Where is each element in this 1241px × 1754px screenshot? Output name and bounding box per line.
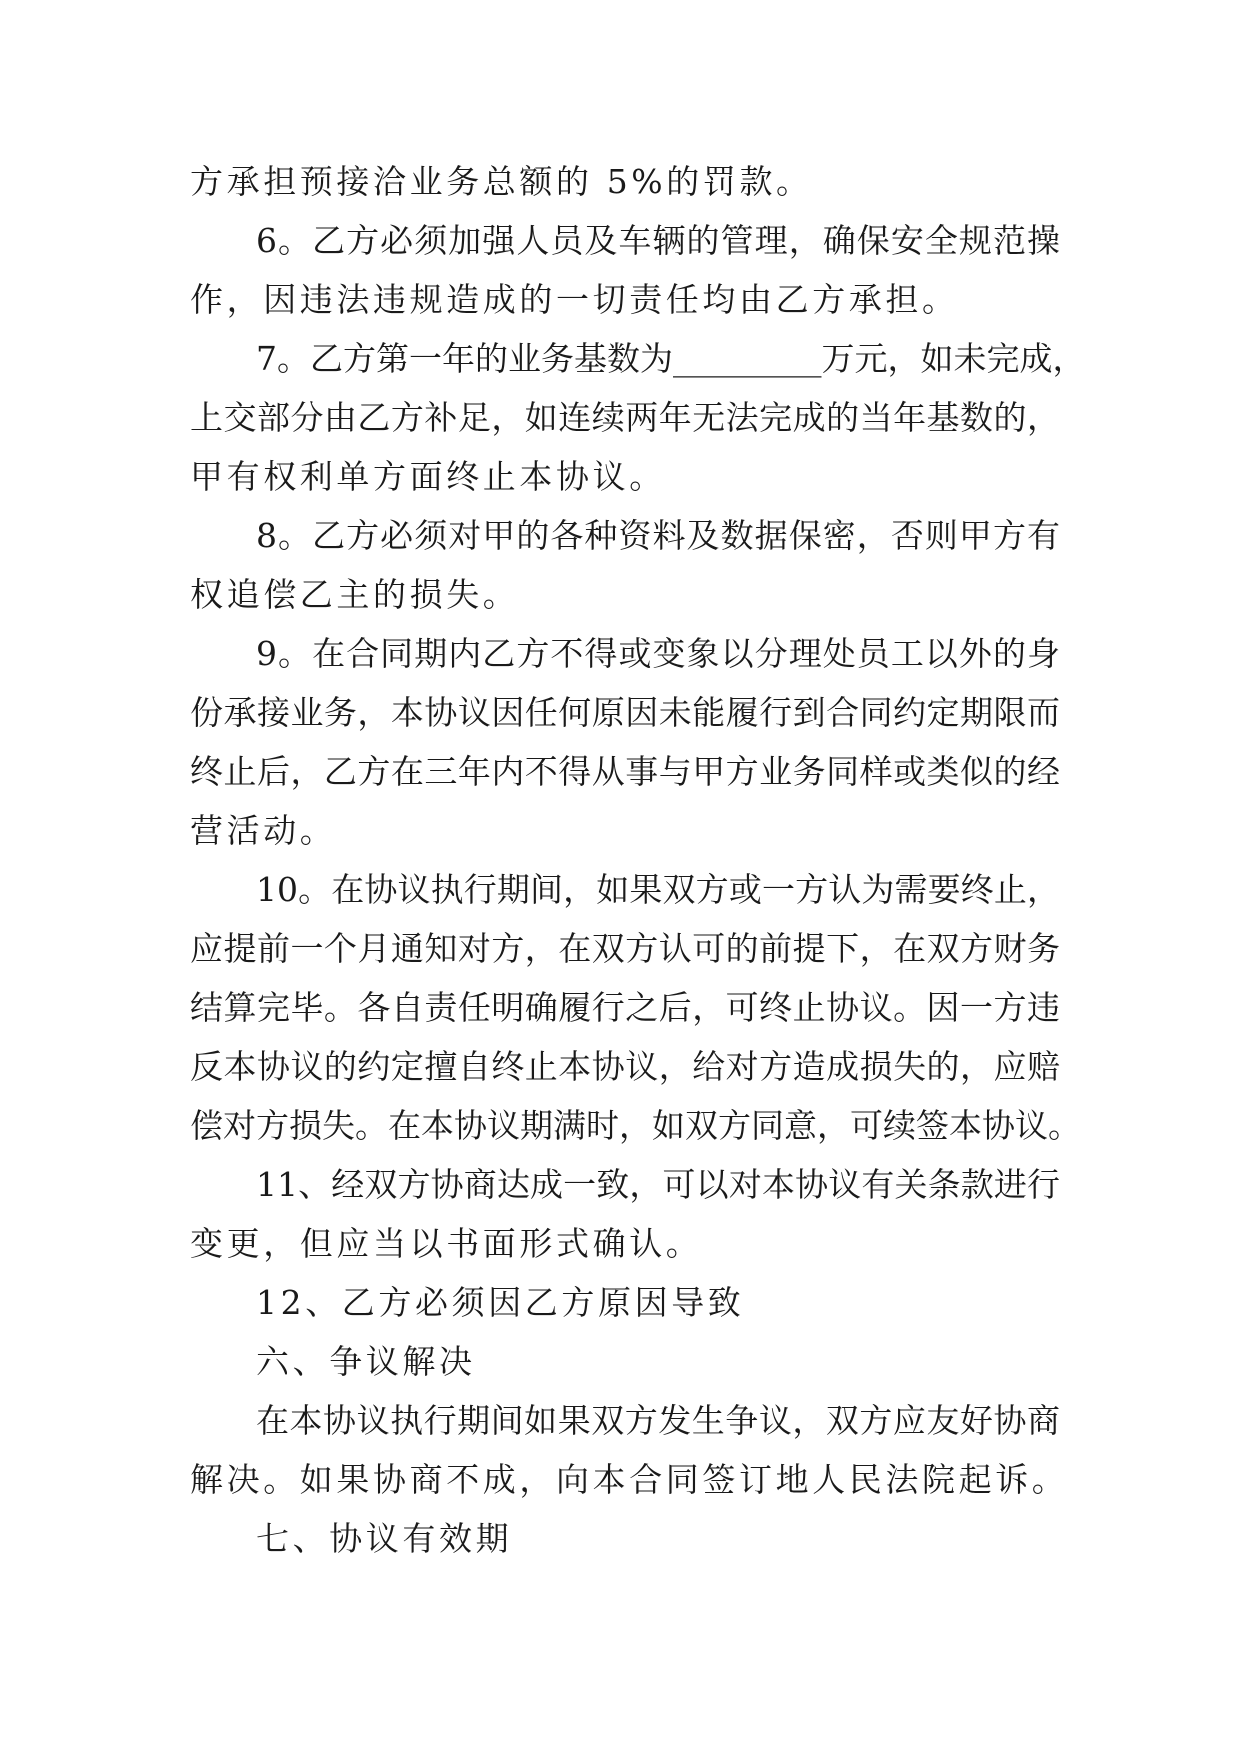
text-line: 9。在合同期内乙方不得或变象以分理处员工以外的身 (256, 634, 1060, 673)
text-line: 终止后，乙方在三年内不得从事与甲方业务同样或类似的经 (190, 752, 1060, 791)
section-heading: 六、争议解决 (256, 1342, 476, 1381)
text-line: 偿对方损失。在本协议期满时，如双方同意，可续签本协议。 (190, 1106, 1081, 1145)
text-line: 12、乙方必须因乙方原因导致 (256, 1283, 745, 1322)
text-line: 方承担预接洽业务总额的 5%的罚款。 (190, 162, 813, 201)
text-line: 权追偿乙主的损失。 (190, 575, 520, 614)
text-line: 7。乙方第一年的业务基数为_________万元，如未完成， (256, 339, 1086, 378)
text-line: 在本协议执行期间如果双方发生争议，双方应友好协商 (256, 1401, 1060, 1440)
text-line: 8。乙方必须对甲的各种资料及数据保密，否则甲方有 (256, 516, 1060, 555)
text-line: 10。在协议执行期间，如果双方或一方认为需要终止， (256, 870, 1060, 909)
text-line: 11、经双方协商达成一致，可以对本协议有关条款进行 (256, 1165, 1060, 1204)
text-line: 变更，但应当以书面形式确认。 (190, 1224, 703, 1263)
text-line: 应提前一个月通知对方，在双方认可的前提下，在双方财务 (190, 929, 1060, 968)
text-line: 份承接业务，本协议因任何原因未能履行到合同约定期限而 (190, 693, 1060, 732)
text-line: 反本协议的约定擅自终止本协议，给对方造成损失的，应赔 (190, 1047, 1060, 1086)
text-line: 营活动。 (190, 811, 337, 850)
text-line: 作，因违法违规造成的一切责任均由乙方承担。 (190, 280, 959, 319)
text-line: 结算完毕。各自责任明确履行之后，可终止协议。因一方违 (190, 988, 1060, 1027)
text-line: 上交部分由乙方补足，如连续两年无法完成的当年基数的， (190, 398, 1060, 437)
contract-body-text (190, 152, 1086, 1568)
text-line: 甲有权利单方面终止本协议。 (190, 457, 666, 496)
text-line: 解决。如果协商不成，向本合同签订地人民法院起诉。 (190, 1460, 1069, 1499)
text-line: 6。乙方必须加强人员及车辆的管理，确保安全规范操 (256, 221, 1060, 260)
section-heading: 七、协议有效期 (256, 1519, 513, 1558)
